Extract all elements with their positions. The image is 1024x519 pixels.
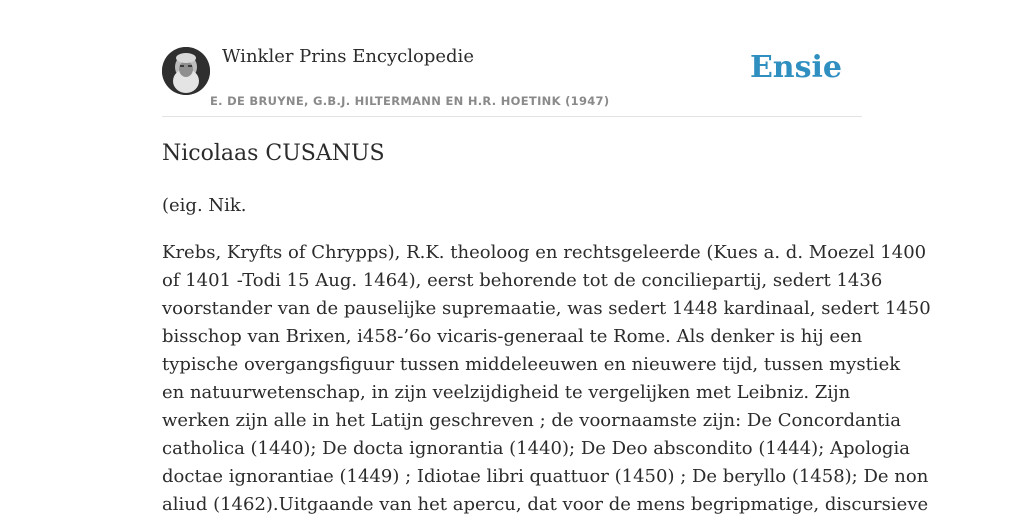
source-authors: E. DE BRUYNE, G.B.J. HILTERMANN EN H.R. HOETINK (1947)	[210, 94, 610, 108]
page	[162, 0, 931, 515]
body-line: typische overgangsfiguur tussen middeleeuwen en nieuwere tijd, tussen mystiek	[162, 354, 901, 375]
entry-lead: (eig. Nik.	[162, 195, 247, 216]
body-line: Krebs, Kryfts of Chrypps), R.K. theoloog en rechtsgeleerde (Kues a. d. Moezel 1400	[162, 242, 927, 263]
body-line: werken zijn alle in het Latijn geschreven ; de voornaamste zijn: De Concordantia	[162, 410, 902, 431]
body-line: of 1401 -Todi 15 Aug. 1464), eerst behorende tot de conciliepartij, sedert 1436	[162, 270, 883, 291]
ensie-logo[interactable]: Ensie	[749, 50, 842, 85]
source-title[interactable]: Winkler Prins Encyclopedie	[222, 46, 474, 67]
author-portrait-icon[interactable]	[162, 47, 210, 95]
source-header	[162, 0, 862, 117]
entry-title: Nicolaas CUSANUS	[162, 141, 385, 166]
body-line: aliud (1462).Uitgaande van het apercu, dat voor de mens begripmatige, discursieve	[162, 494, 929, 515]
body-line: en natuurwetenschap, in zijn veelzijdigheid te vergelijken met Leibniz. Zijn	[162, 382, 851, 403]
body-line: catholica (1440); De docta ignorantia (1440); De Deo abscondito (1444); Apologia	[162, 438, 910, 459]
body-line: bisschop van Brixen, i458-’6o vicaris-generaal te Rome. Als denker is hij een	[162, 326, 863, 347]
body-line: voorstander van de pauselijke supremaatie, was sedert 1448 kardinaal, sedert 1450	[162, 298, 931, 319]
entry-body	[162, 239, 931, 519]
body-line: doctae ignorantiae (1449) ; Idiotae libri quattuor (1450) ; De beryllo (1458); De non	[162, 466, 929, 487]
